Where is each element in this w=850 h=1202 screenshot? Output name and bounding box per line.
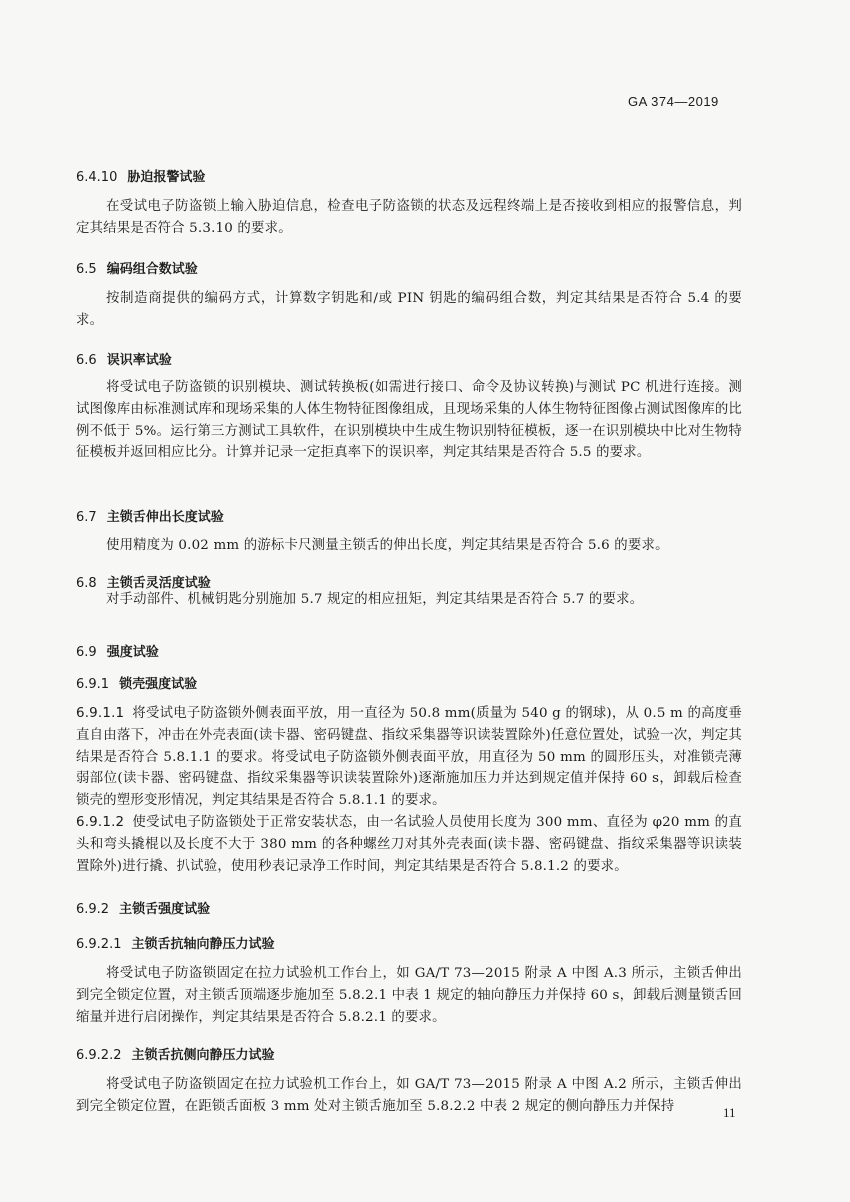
section-number: 6.7 xyxy=(76,510,97,525)
section-number: 6.9.2.2 xyxy=(76,1048,122,1063)
section-number: 6.6 xyxy=(76,353,97,368)
section-title: 主锁舌伸出长度试验 xyxy=(106,510,224,525)
paragraph-6-7: 使用精度为 0.02 mm 的游标卡尺测量主锁舌的伸出长度，判定其结果是否符合 5.6 的要求。 xyxy=(106,538,669,553)
section-title: 误识率试验 xyxy=(106,353,172,368)
section-title: 锁壳强度试验 xyxy=(119,677,198,692)
clause-number: 6.9.1.1 xyxy=(76,706,125,721)
section-number: 6.4.10 xyxy=(76,170,118,185)
section-title: 主锁舌抗轴向静压力试验 xyxy=(131,937,275,952)
heading-6-9-2-2 xyxy=(76,1044,275,1063)
paragraph-6-4-10: 在受试电子防盗锁上输入胁迫信息，检查电子防盗锁的状态及远程终端上是否接收到相应的报警信息，判定其结果是否符合 5.3.10 的要求。 xyxy=(76,199,742,236)
paragraph-6-9-2-1: 将受试电子防盗锁固定在拉力试验机工作台上，如 GA/T 73—2015 附录 A 中图 A.3 所示，主锁舌伸出到完全锁定位置，对主锁舌顶端逐步施加至 5.8.2.1 中表 1 规定的轴向静压力并保持 60 s，卸载后测量锁舌回缩量并进行启闭操作，判定其结果是否符合 5.8.2.1 的要求。 xyxy=(76,966,742,1025)
page-number: 11 xyxy=(723,1105,736,1120)
clause-text: 使受试电子防盗锁处于正常安装状态，由一名试验人员使用长度为 300 mm、直径为 φ20 mm 的直头和弯头撬棍以及长度不大于 380 mm 的各种螺丝刀对其外壳表面(读卡器、密码键盘、指纹采集器等识读装置除外)进行撬、扒试验，使用秒表记录净工作时间，判定其结果是否符合 5.8.1.2 的要求。 xyxy=(76,815,742,874)
section-number: 6.9.2.1 xyxy=(76,937,122,952)
heading-6-6 xyxy=(76,349,172,368)
paragraph-6-8: 对手动部件、机械钥匙分别施加 5.7 规定的相应扭矩，判定其结果是否符合 5.7 的要求。 xyxy=(106,592,644,607)
paragraph-6-6: 将受试电子防盗锁的识别模块、测试转换板(如需进行接口、命令及协议转换)与测试 PC 机进行连接。测试图像库由标准测试库和现场采集的人体生物特征图像组成，且现场采集的人体生物特征图像占测试图像库的比例不低于 5%。运行第三方测试工具软件，在识别模块中生成生物识别特征模板，逐一在识别模块中比对生物特征模板并返回相应比分。计算并记录一定拒真率下的误识率，判定其结果是否符合 5.5 的要求。 xyxy=(76,380,742,461)
section-title: 主锁舌抗侧向静压力试验 xyxy=(131,1048,275,1063)
heading-6-9-2-1 xyxy=(76,933,275,952)
section-title: 主锁舌灵活度试验 xyxy=(106,576,211,591)
section-title: 主锁舌强度试验 xyxy=(119,902,211,917)
clause-number: 6.9.1.2 xyxy=(76,815,125,830)
standard-code: GA 374—2019 xyxy=(628,94,719,109)
section-title: 胁迫报警试验 xyxy=(127,170,206,185)
paragraph-6-9-1-1 xyxy=(76,703,742,812)
clause-text: 将受试电子防盗锁外侧表面平放，用一直径为 50.8 mm(质量为 540 g 的钢球)，从 0.5 m 的高度垂直自由落下，冲击在外壳表面(读卡器、密码键盘、指纹采集器等识读装置除外)任意位置处，试验一次，判定其结果是否符合 5.8.1.1 的要求。将受试电子防盗锁外侧表面平放，用直径为 50 mm 的圆形压头，对准锁壳薄弱部位(读卡器、密码键盘、指纹采集器等识读装置除外)逐渐施加压力并达到规定值并保持 60 s，卸载后检查锁壳的塑形变形情况，判定其结果是否符合 5.8.1.1 的要求。 xyxy=(76,706,742,809)
heading-6-5 xyxy=(76,258,198,277)
heading-6-4-10 xyxy=(76,166,205,185)
section-number: 6.9.2 xyxy=(76,902,110,917)
section-title: 编码组合数试验 xyxy=(106,262,198,277)
heading-6-7 xyxy=(76,506,224,525)
section-number: 6.5 xyxy=(76,262,97,277)
paragraph-6-9-1-2 xyxy=(76,812,742,877)
section-number: 6.9 xyxy=(76,645,97,660)
section-title: 强度试验 xyxy=(106,645,159,660)
paragraph-6-9-2-2: 将受试电子防盗锁固定在拉力试验机工作台上，如 GA/T 73—2015 附录 A 中图 A.2 所示，主锁舌伸出到完全锁定位置，在距锁舌面板 3 mm 处对主锁舌施加至 5.8.2.2 中表 2 规定的侧向静压力并保持 xyxy=(76,1077,742,1114)
section-number: 6.9.1 xyxy=(76,677,110,692)
paragraph-6-5: 按制造商提供的编码方式，计算数字钥匙和/或 PIN 钥匙的编码组合数，判定其结果是否符合 5.4 的要求。 xyxy=(76,291,742,328)
heading-6-9-1 xyxy=(76,673,197,692)
heading-6-9-2 xyxy=(76,898,210,917)
section-number: 6.8 xyxy=(76,576,97,591)
heading-6-9 xyxy=(76,641,159,660)
